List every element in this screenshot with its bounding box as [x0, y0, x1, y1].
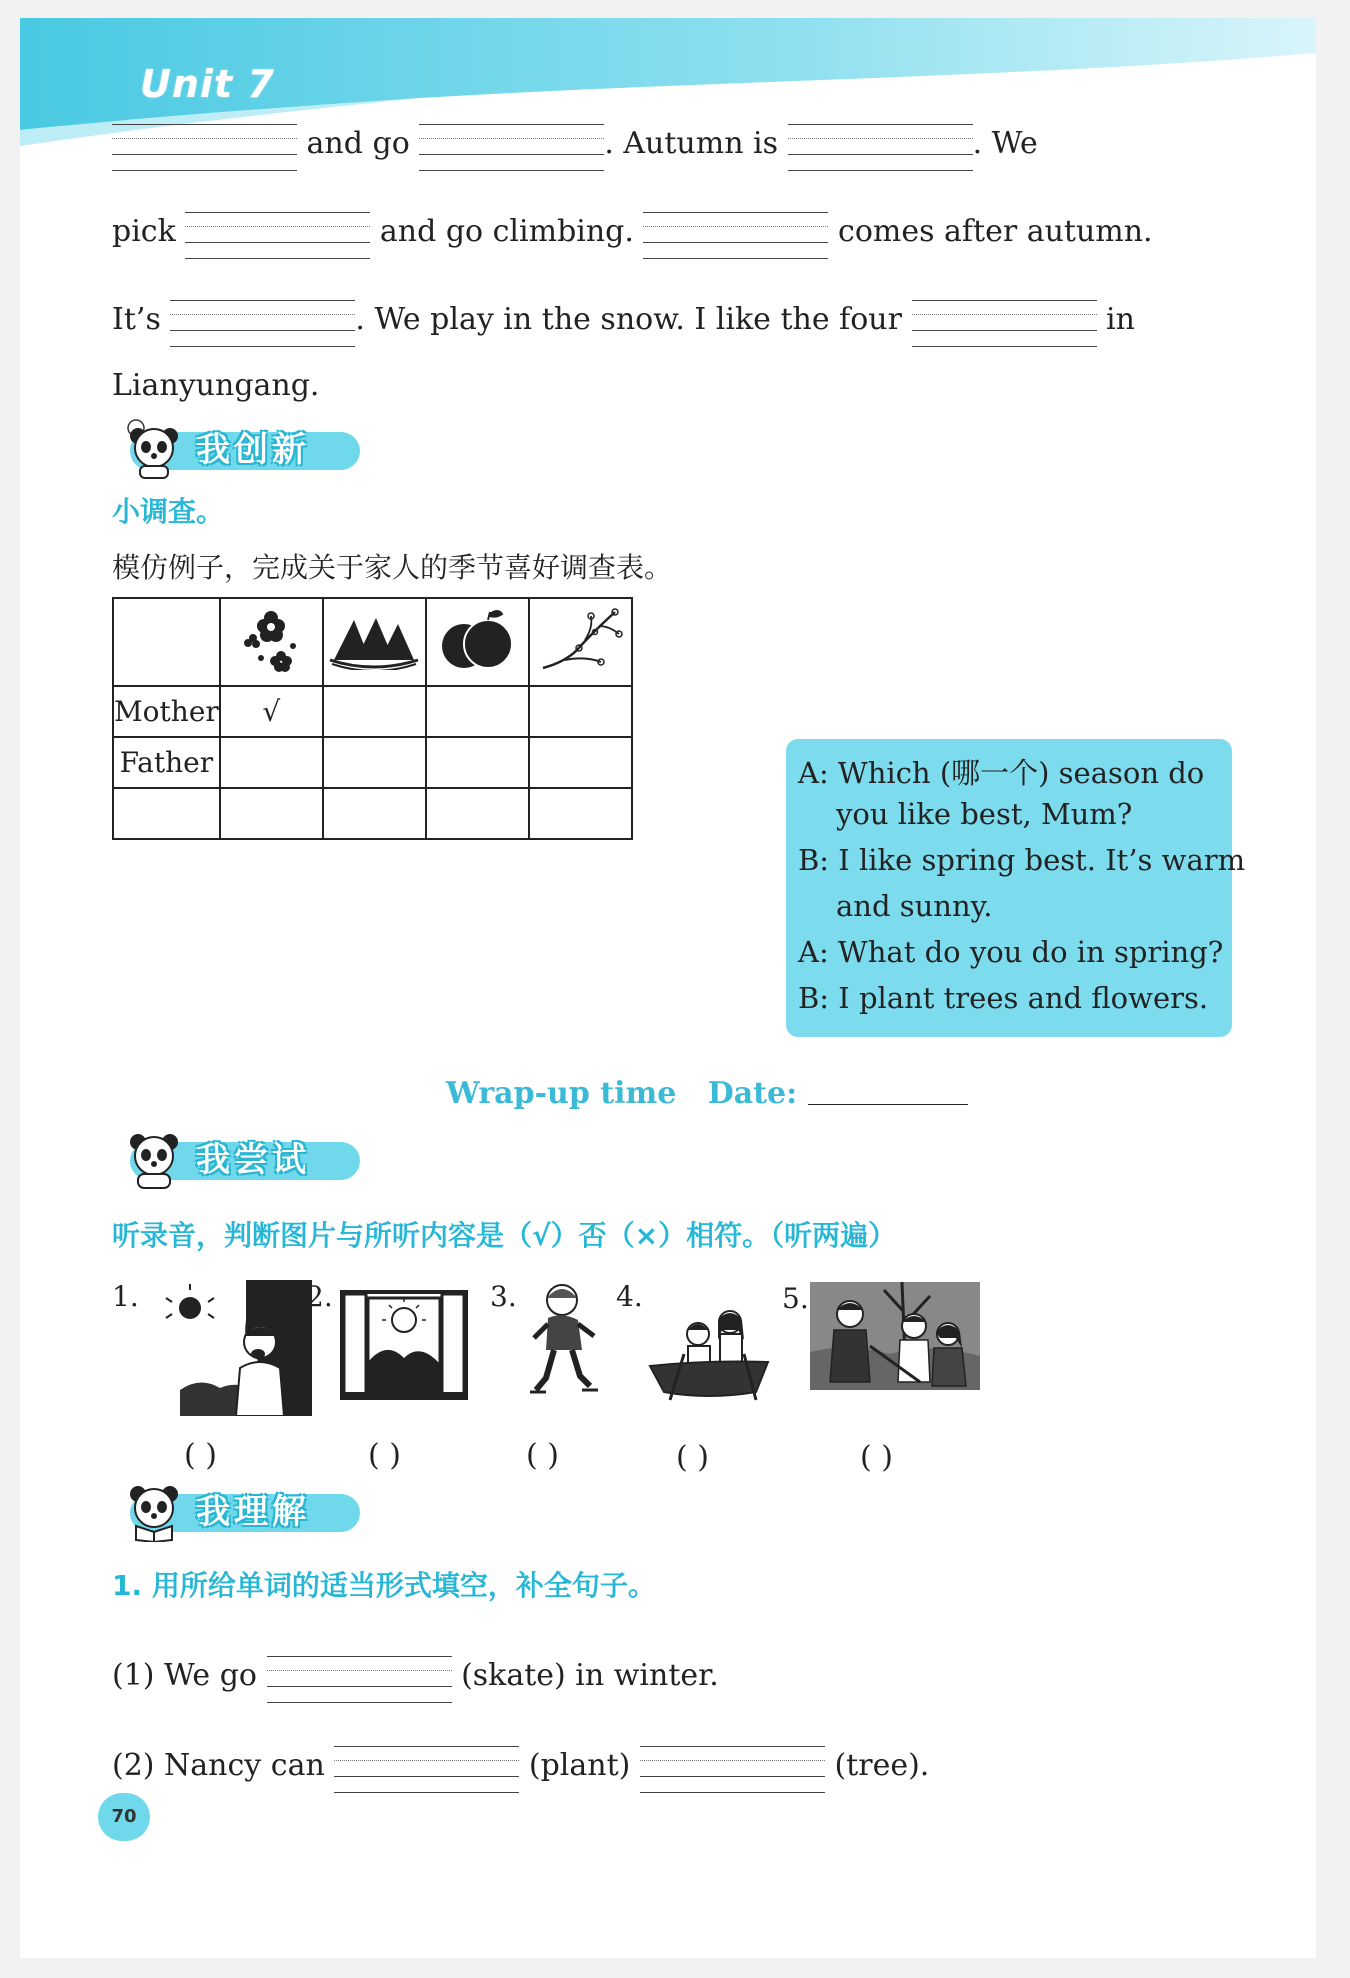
dialog-line: you like best, Mum? [836, 797, 1133, 831]
children-rowing-boat-picture [648, 1300, 770, 1408]
season-survey-table [112, 597, 633, 840]
wrap-up-title: Wrap-up time [446, 1076, 677, 1111]
fill-blank[interactable] [643, 240, 828, 241]
answer-parentheses[interactable]: ( ) [676, 1440, 709, 1475]
item-number: 4. [616, 1280, 643, 1313]
child-skating-picture [526, 1280, 602, 1402]
season-header-autumn [426, 598, 529, 686]
passage-line-2 [112, 214, 1153, 249]
children-planting-tree-picture [810, 1282, 980, 1390]
question-text: (tree). [834, 1748, 930, 1783]
passage-text: and go [306, 126, 410, 161]
row-label: Mother [113, 686, 220, 737]
passage-text: and go climbing. [379, 214, 634, 249]
fill-blank[interactable] [185, 240, 370, 241]
passage-text: comes after autumn. [838, 214, 1153, 249]
question-2 [112, 1748, 929, 1783]
table-cell[interactable]: √ [220, 686, 323, 737]
unit-title: Unit 7 [140, 62, 275, 106]
wrap-up-heading [446, 1076, 968, 1111]
date-label: Date: [707, 1076, 798, 1111]
question-text: (2) Nancy can [112, 1748, 325, 1783]
passage-line-4 [112, 368, 319, 403]
spring-flowers-icon [231, 604, 311, 674]
instruction-text: 模仿例子，完成关于家人的季节喜好调查表。 [112, 551, 673, 584]
sub-heading: 1. 用所给单词的适当形式填空，补全句子。 [112, 1569, 656, 1602]
section-banner-create [112, 418, 412, 468]
answer-parentheses[interactable]: ( ) [526, 1438, 559, 1473]
section-title: 我理解 [196, 1492, 310, 1532]
table-cell[interactable] [426, 686, 529, 737]
season-header-summer [323, 598, 426, 686]
autumn-orange-icon [432, 606, 522, 672]
panda-icon [122, 418, 186, 480]
passage-text: in [1106, 302, 1135, 337]
section-title: 我尝试 [196, 1140, 310, 1180]
table-cell[interactable] [529, 737, 632, 788]
fill-blank[interactable] [419, 152, 604, 153]
sub-heading: 小调查。 [112, 495, 225, 528]
panda-icon [122, 1128, 186, 1190]
question-1 [112, 1658, 719, 1693]
dialog-line: A: What do you do in spring? [798, 935, 1224, 969]
passage-text: . We play in the snow. I like the four [355, 302, 902, 337]
fill-blank[interactable] [170, 328, 355, 329]
table-cell[interactable] [323, 788, 426, 839]
answer-parentheses[interactable]: ( ) [184, 1438, 217, 1473]
winter-plum-branch-icon [535, 604, 625, 674]
table-cell[interactable] [323, 686, 426, 737]
question-text: (skate) in winter. [461, 1658, 719, 1693]
passage-text: . We [972, 126, 1038, 161]
fill-blank[interactable] [334, 1774, 519, 1775]
item-number: 3. [490, 1280, 517, 1313]
window-sunny-mountains-picture [340, 1282, 468, 1402]
panda-reading-icon [122, 1480, 186, 1542]
passage-line-1 [112, 126, 1038, 161]
season-header-spring [220, 598, 323, 686]
table-cell[interactable] [426, 788, 529, 839]
workbook-page [20, 18, 1316, 1958]
date-blank[interactable] [808, 1102, 968, 1103]
fill-blank[interactable] [788, 152, 973, 153]
season-header-winter [529, 598, 632, 686]
table-corner-cell [113, 598, 220, 686]
row-label[interactable] [113, 788, 220, 839]
item-number: 5. [782, 1282, 809, 1315]
example-dialog-box [786, 739, 1246, 1037]
section-title: 我创新 [196, 430, 310, 470]
dialog-line: B: I like spring best. It’s warm [798, 843, 1246, 877]
passage-text: . Autumn is [604, 126, 779, 161]
question-text: (plant) [528, 1748, 631, 1783]
boy-eating-under-tree-picture [150, 1280, 312, 1416]
section-banner-understand [112, 1480, 412, 1530]
passage-text: Lianyungang. [112, 368, 320, 403]
table-cell[interactable] [529, 686, 632, 737]
question-text: (1) We go [112, 1658, 257, 1693]
dialog-line: A: Which (哪一个) season do [798, 756, 1205, 790]
passage-text: pick [112, 214, 176, 249]
table-cell[interactable] [323, 737, 426, 788]
passage-text: It’s [112, 302, 161, 337]
fill-blank[interactable] [267, 1684, 452, 1685]
fill-blank[interactable] [640, 1774, 825, 1775]
item-number: 1. [112, 1280, 139, 1313]
table-cell[interactable] [220, 788, 323, 839]
section-banner-try [112, 1128, 412, 1178]
table-cell[interactable] [529, 788, 632, 839]
listening-instruction: 听录音，判断图片与所听内容是（√）否（×）相符。（听两遍） [112, 1219, 897, 1252]
summer-watermelon-icon [326, 608, 422, 670]
answer-parentheses[interactable]: ( ) [368, 1438, 401, 1473]
page-number: 70 [98, 1793, 150, 1841]
answer-parentheses[interactable]: ( ) [860, 1440, 893, 1475]
fill-blank[interactable] [112, 152, 297, 153]
row-label: Father [113, 737, 220, 788]
table-cell[interactable] [426, 737, 529, 788]
fill-blank[interactable] [912, 328, 1097, 329]
dialog-line: B: I plant trees and flowers. [798, 981, 1209, 1015]
table-cell[interactable] [220, 737, 323, 788]
item-number: 2. [306, 1280, 333, 1313]
passage-line-3 [112, 302, 1135, 337]
dialog-line: and sunny. [836, 889, 993, 923]
